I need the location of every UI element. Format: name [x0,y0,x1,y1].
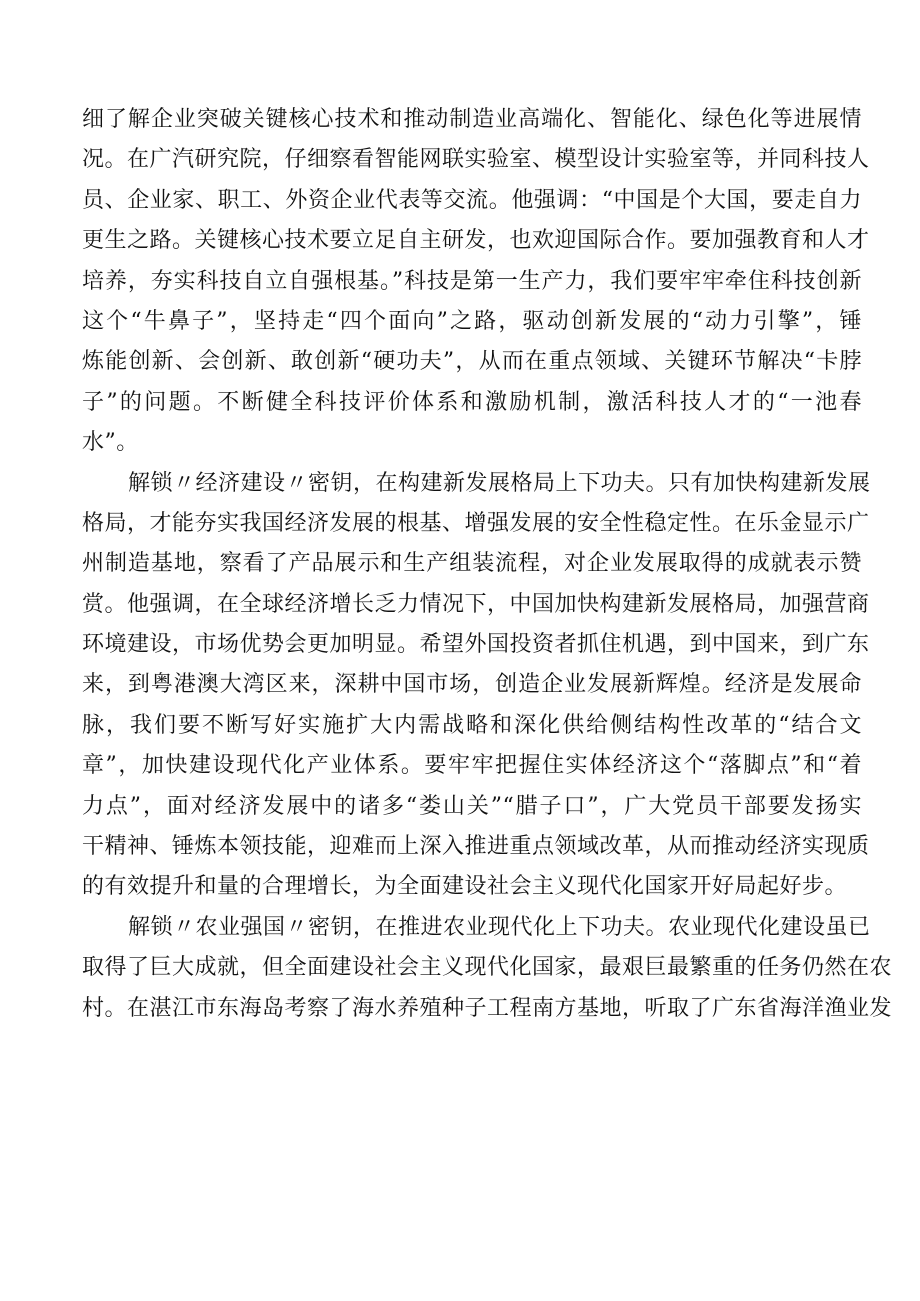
text-line: 环境建设，市场优势会更加明显。希望外国投资者抓住机遇，到中国来，到广东 [82,632,870,658]
text-line: 况。在广汽研究院，仔细察看智能网联实验室、模型设计实验室等，并同科技人 [82,147,870,173]
text-line: 格局，才能夯实我国经济发展的根基、增强发展的安全性稳定性。在乐金显示广 [82,510,870,536]
text-line: 解锁〃经济建设〃密钥，在构建新发展格局上下功夫。只有加快构建新发展 [128,470,871,496]
text-line: 取得了巨大成就，但全面建设社会主义现代化国家，最艰巨最繁重的任务仍然在农 [82,955,893,981]
paragraph-science [82,100,870,464]
text-line: 州制造基地，察看了产品展示和生产组装流程，对企业发展取得的成就表示赞 [82,551,862,577]
body-text [82,100,893,1029]
text-line: 赏。他强调，在全球经济增长乏力情况下，中国加快构建新发展格局，加强营商 [82,591,870,617]
text-line: 的有效提升和量的合理增长，为全面建设社会主义现代化国家开好局起好步。 [82,874,848,900]
text-line: 子”的问题。不断健全科技评价体系和激励机制，激活科技人才的“一池春 [82,389,862,415]
text-line: 力点”，面对经济发展中的诸多“娄山关”“腊子口”，广大党员干部要发扬实 [82,793,862,819]
text-line: 干精神、锤炼本领技能，迎难而上深入推进重点领域改革，从而推动经济实现质 [82,834,870,860]
text-line: 细了解企业突破关键核心技术和推动制造业高端化、智能化、绿色化等进展情 [82,107,862,132]
paragraph-agriculture [82,908,893,1029]
text-line: 水”。 [82,430,139,456]
text-line: 来，到粤港澳大湾区来，深耕中国市场，创造企业发展新辉煌。经济是发展命 [82,672,862,698]
text-line: 炼能创新、会创新、敢创新“硬功夫”，从而在重点领域、关键环节解决“卡脖 [82,349,862,375]
text-line: 章”，加快建设现代化产业体系。要牢牢把握住实体经济这个“落脚点”和“着 [82,753,862,779]
text-line: 培养，夯实科技自立自强根基。”科技是第一生产力，我们要牢牢牵住科技创新 [82,268,862,294]
text-line: 更生之路。关键核心技术要立足自主研发，也欢迎国际合作。要加强教育和人才 [82,228,870,254]
text-line: 这个“牛鼻子”，坚持走“四个面向”之路，驱动创新发展的“动力引擎”，锤 [82,308,862,334]
text-line: 脉，我们要不断写好实施扩大内需战略和深化供给侧结构性改革的“结合文 [82,712,862,738]
text-line: 解锁〃农业强国〃密钥，在推进农业现代化上下功夫。农业现代化建设虽已 [128,914,871,940]
text-line: 员、企业家、职工、外资企业代表等交流。他强调：“中国是个大国，要走自力 [82,187,862,213]
text-line: 村。在湛江市东海岛考察了海水养殖种子工程南方基地，听取了广东省海洋渔业发 [82,995,893,1021]
paragraph-economy [82,464,871,908]
